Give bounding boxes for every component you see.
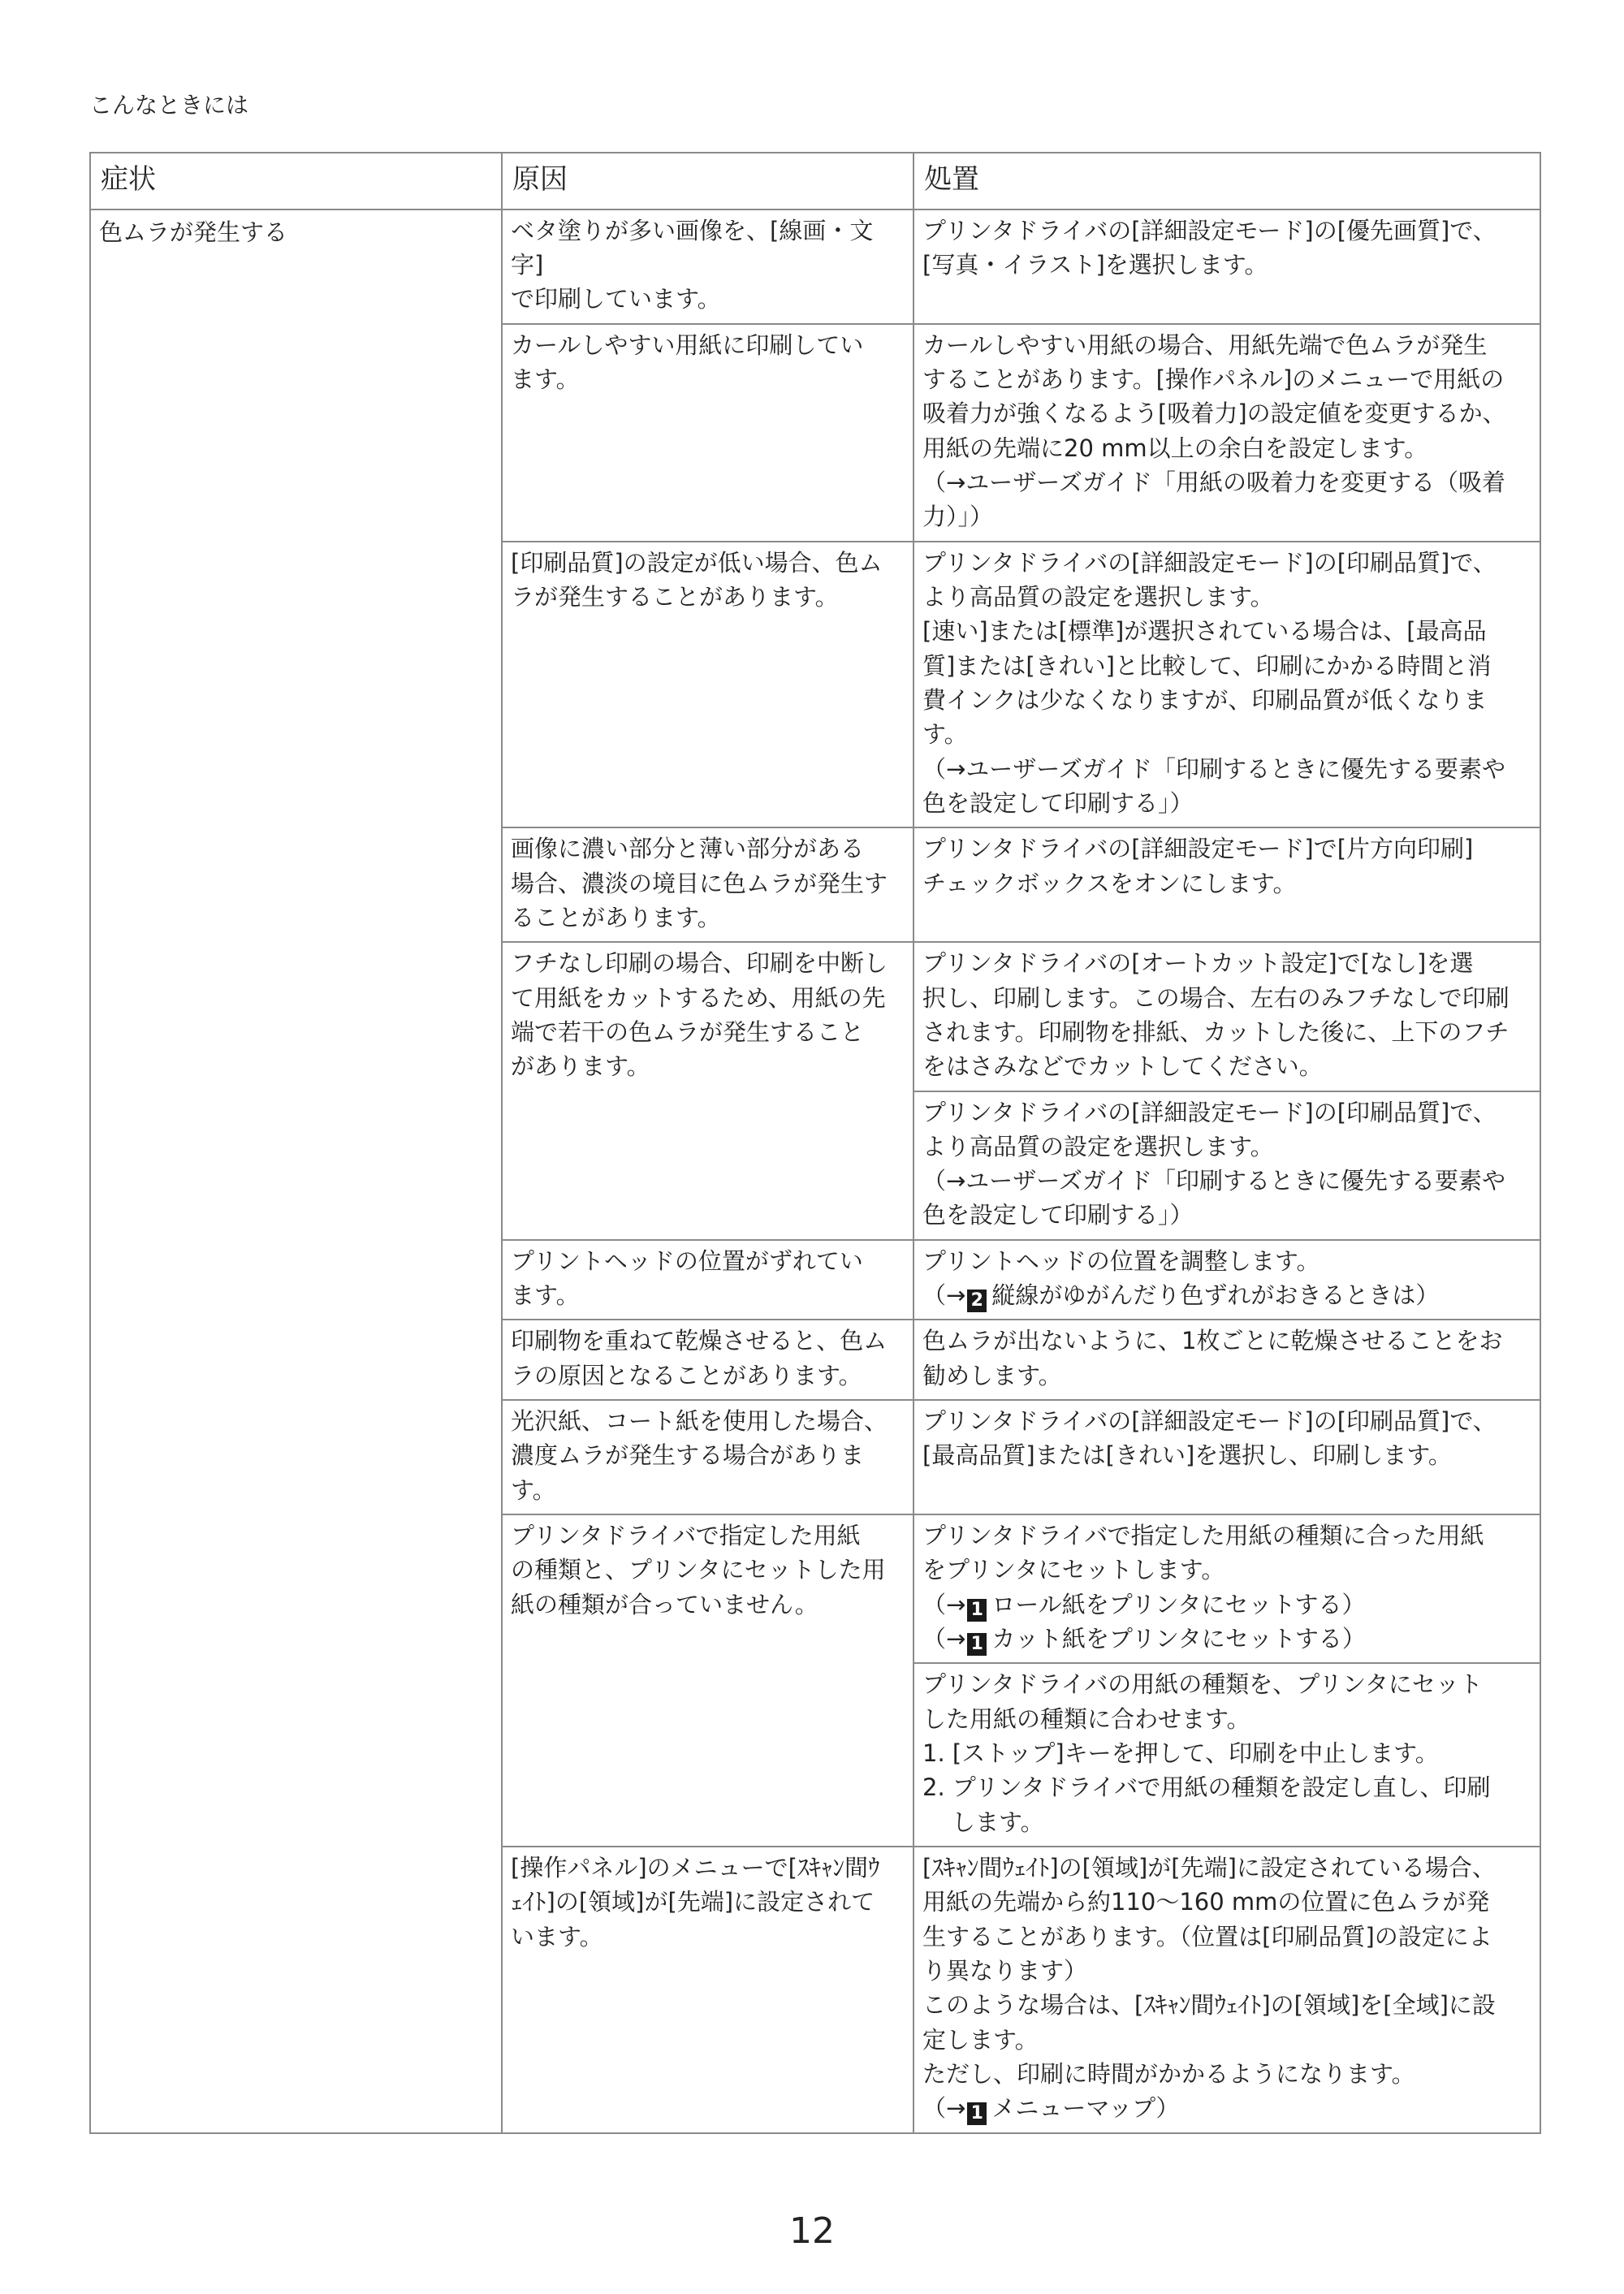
header-action: 処置 [914, 153, 1540, 210]
cause-text: [印刷品質]の設定が低い場合、色ム [511, 548, 883, 577]
action-text: をはさみなどでカットしてください。 [922, 1052, 1323, 1081]
action-text: このような場合は、[ｽｷｬﾝ間ｳｪｲﾄ]の[領域]を[全域]に設 [922, 1991, 1496, 2020]
cause-cell [502, 1400, 914, 1514]
cause-text: ｪｲﾄ]の[領域]が[先端]に設定されて [511, 1888, 875, 1916]
cause-text: フチなし印刷の場合、印刷を中断し [511, 949, 888, 978]
table-header-row [90, 153, 1540, 210]
cause-text: プリンタドライバで指定した用紙 [511, 1522, 861, 1550]
action-cell [914, 542, 1540, 828]
action-text: プリンタドライバの[詳細設定モード]の[印刷品質]で、 [922, 1407, 1497, 1436]
action-cell [914, 1320, 1540, 1400]
cause-text: 印刷物を重ねて乾燥させると、色ム [511, 1327, 888, 1355]
action-text: 色ムラが出ないように、1枚ごとに乾燥させることをお [922, 1327, 1503, 1355]
cause-cell [502, 942, 914, 1240]
cause-cell [502, 542, 914, 828]
cause-text: す。 [511, 1475, 556, 1504]
cause-cell [502, 324, 914, 542]
cross-reference[interactable] [922, 1278, 1531, 1312]
action-text: カールしやすい用紙の場合、用紙先端で色ムラが発生 [922, 330, 1488, 359]
action-text: 質]または[きれい]と比較して、印刷にかかる時間と消 [922, 651, 1492, 680]
ref-prefix: （→ [922, 2094, 966, 2123]
action-text: 生することがあります。（位置は[印刷品質]の設定によ [922, 1922, 1492, 1951]
running-header: こんなときには [89, 92, 249, 119]
action-text: 費インクは少なくなりますが、印刷品質が低くなりま [922, 685, 1488, 714]
action-text: ただし、印刷に時間がかかるようになります。 [922, 2060, 1415, 2089]
cross-reference[interactable] [922, 1588, 1531, 1622]
section-badge-icon: 1 [967, 2102, 987, 2125]
cause-text: ることがあります。 [511, 903, 721, 931]
cross-reference[interactable]: 力）」） [922, 503, 994, 531]
action-text: されます。印刷物を排紙、カットした後に、上下のフチ [922, 1017, 1510, 1046]
action-text: [速い]または[標準]が選択されている場合は、[最高品 [922, 617, 1487, 646]
action-text: より高品質の設定を選択します。 [922, 582, 1274, 611]
action-text: プリンタドライバの[詳細設定モード]の[印刷品質]で、 [922, 548, 1497, 577]
table-row [90, 210, 1540, 324]
cross-reference[interactable]: 色を設定して印刷する」） [922, 788, 1194, 817]
action-text: [最高品質]または[きれい]を選択し、印刷します。 [922, 1441, 1452, 1470]
action-cell [914, 1400, 1540, 1514]
cause-text: [操作パネル]のメニューで[ｽｷｬﾝ間ｳ [511, 1854, 880, 1882]
cross-reference[interactable]: 色を設定して印刷する」） [922, 1201, 1194, 1229]
cause-text: の種類と、プリンタにセットした用 [511, 1556, 886, 1584]
cause-cell [502, 1240, 914, 1320]
ref-prefix: （→ [922, 1625, 966, 1653]
cause-text: います。 [511, 1922, 603, 1951]
action-text: プリンタドライバの[詳細設定モード]の[印刷品質]で、 [922, 1098, 1497, 1126]
section-badge-icon: 1 [967, 1599, 987, 1622]
step-item-continuation: します。 [952, 1808, 1044, 1836]
symptom-cell [90, 210, 502, 2133]
page-number: 12 [789, 2210, 835, 2252]
action-text: チェックボックスをオンにします。 [922, 869, 1297, 897]
symptom-text: 色ムラが発生する [99, 218, 288, 246]
action-text: より高品質の設定を選択します。 [922, 1132, 1274, 1160]
action-text: プリンタドライバの[詳細設定モード]の[優先画質]で、 [922, 216, 1497, 244]
cause-cell [502, 1514, 914, 1847]
action-text: をプリンタにセットします。 [922, 1556, 1225, 1584]
ref-prefix: （→ [922, 1590, 966, 1618]
cross-reference[interactable]: （→ユーザーズガイド「用紙の吸着力を変更する（吸着 [922, 468, 1505, 496]
cause-text: て用紙をカットするため、用紙の先 [511, 983, 886, 1012]
ref-prefix: （→ [922, 1281, 966, 1310]
action-text: プリントヘッドの位置を調整します。 [922, 1246, 1320, 1275]
cause-text: 端で若干の色ムラが発生すること [511, 1017, 865, 1046]
action-text: プリンタドライバの[詳細設定モード]で[片方向印刷] [922, 835, 1474, 863]
ref-text: カット紙をプリンタにセットする） [991, 1625, 1366, 1653]
action-text: することがあります。[操作パネル]のメニューで用紙の [922, 365, 1505, 393]
step-item: 2. プリンタドライバで用紙の種類を設定し直し、印刷 [922, 1773, 1491, 1802]
action-cell [914, 942, 1540, 1091]
section-badge-icon: 1 [967, 1633, 987, 1656]
action-cell [914, 1514, 1540, 1663]
header-cause: 原因 [502, 153, 914, 210]
action-cell [914, 827, 1540, 942]
step-item: 1. [ストップ]キーを押して、印刷を中止します。 [922, 1739, 1439, 1768]
cause-text: 場合、濃淡の境目に色ムラが発生す [511, 869, 888, 897]
action-cell [914, 210, 1540, 324]
action-text: 択し、印刷します。この場合、左右のみフチなしで印刷 [922, 983, 1510, 1012]
cause-text: ラの原因となることがあります。 [511, 1361, 862, 1389]
action-cell [914, 1847, 1540, 2133]
action-text: 用紙の先端に20 mm以上の余白を設定します。 [922, 434, 1428, 462]
action-text: す。 [922, 720, 968, 749]
cause-cell [502, 1320, 914, 1400]
cross-reference[interactable] [922, 1622, 1531, 1656]
cause-text: ます。 [511, 1281, 580, 1310]
cause-text: 濃度ムラが発生する場合がありま [511, 1441, 865, 1470]
troubleshooting-table [89, 152, 1541, 2134]
action-cell [914, 1240, 1540, 1320]
cause-text: 紙の種類が合っていません。 [511, 1590, 818, 1618]
action-cell [914, 324, 1540, 542]
cause-text: ラが発生することがあります。 [511, 582, 839, 611]
ref-text: ロール紙をプリンタにセットする） [991, 1590, 1366, 1618]
cause-text: で印刷しています。 [511, 285, 721, 313]
action-text: り異なります） [922, 1957, 1088, 1985]
cause-text: カールしやすい用紙に印刷してい [511, 330, 864, 359]
cross-reference[interactable] [922, 2091, 1531, 2125]
cross-reference[interactable]: （→ユーザーズガイド「印刷するときに優先する要素や [922, 1167, 1505, 1195]
action-text: 勧めします。 [922, 1361, 1062, 1389]
action-text: 定します。 [922, 2025, 1039, 2054]
action-text: 用紙の先端から約110～160 mmの位置に色ムラが発 [922, 1888, 1490, 1916]
cause-cell [502, 827, 914, 942]
action-text: [ｽｷｬﾝ間ｳｪｲﾄ]の[領域]が[先端]に設定されている場合、 [922, 1854, 1496, 1882]
cause-text: ます。 [511, 365, 580, 393]
section-badge-icon: 2 [967, 1290, 987, 1312]
action-cell [914, 1663, 1540, 1847]
ref-text: 縦線がゆがんだり色ずれがおきるときは） [991, 1281, 1440, 1310]
action-text: した用紙の種類に合わせます。 [922, 1704, 1250, 1733]
cause-cell [502, 1847, 914, 2133]
action-text: [写真・イラスト]を選択します。 [922, 250, 1268, 279]
cause-text: 光沢紙、コート紙を使用した場合、 [511, 1407, 888, 1436]
action-text: プリンタドライバで指定した用紙の種類に合った用紙 [922, 1522, 1484, 1550]
cause-text: ベタ塗りが多い画像を、[線画・文字] [511, 216, 874, 279]
action-cell [914, 1091, 1540, 1240]
header-symptom: 症状 [90, 153, 502, 210]
cause-text: 画像に濃い部分と薄い部分がある [511, 835, 865, 863]
action-text: プリンタドライバの[オートカット設定]で[なし]を選 [922, 949, 1474, 978]
ref-text: メニューマップ） [991, 2094, 1180, 2123]
cause-cell [502, 210, 914, 324]
cross-reference[interactable]: （→ユーザーズガイド「印刷するときに優先する要素や [922, 754, 1505, 783]
cause-text: プリントヘッドの位置がずれてい [511, 1246, 863, 1275]
cause-text: があります。 [511, 1052, 650, 1081]
action-text: プリンタドライバの用紙の種類を、プリンタにセット [922, 1670, 1483, 1699]
action-text: 吸着力が強くなるよう[吸着力]の設定値を変更するか、 [922, 400, 1506, 428]
